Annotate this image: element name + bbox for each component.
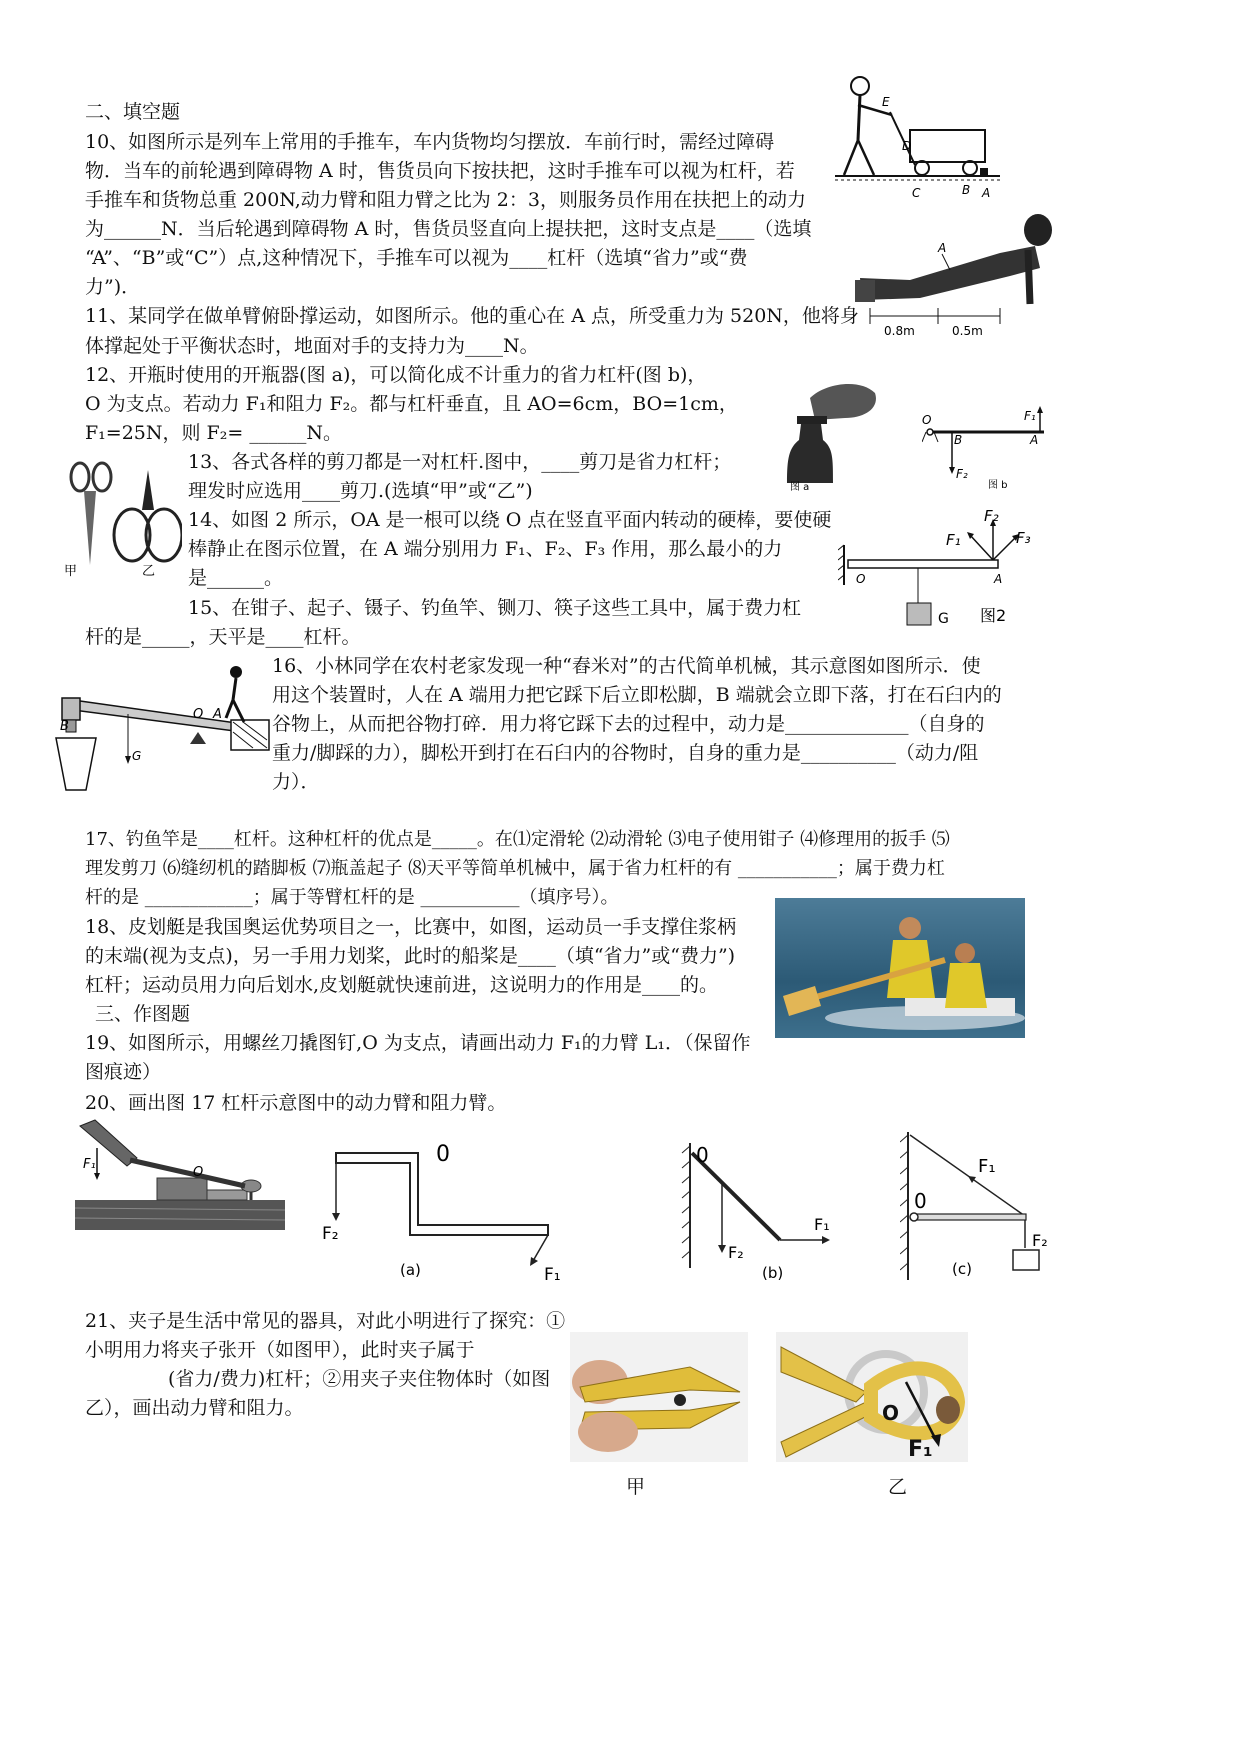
label-B: B: [962, 183, 971, 197]
q15-line: 杆的是_____，天平是____杠杆。: [85, 626, 361, 648]
q16-line: 用这个装置时，人在 A 端用力把它踩下后立即松脚，B 端就会立即下落，打在石臼内的: [272, 684, 1002, 706]
clip-photo-yi: [776, 1332, 968, 1462]
q13-line: 13、各式各样的剪刀都是一对杠杆.图中，____剪刀是省力杠杆；: [188, 451, 732, 473]
q12-line: 12、开瓶时使用的开瓶器(图 a)，可以简化成不计重力的省力杠杆(图 b)，: [85, 364, 707, 386]
label-B: B: [954, 433, 963, 447]
label-F1: F₁: [946, 531, 961, 549]
q17-line: 17、钓鱼竿是____杠杆。这种杠杆的优点是_____。在⑴定滑轮 ⑵动滑轮 ⑶电子使用钳子 ⑷修理用的扳手 ⑸: [85, 829, 950, 850]
lever-b2-figure: [672, 1138, 847, 1283]
q17-line: 理发剪刀 ⑹缝纫机的踏脚板 ⑺瓶盖起子 ⑻天平等简单机械中，属于省力杠杆的有 ___________；属于费力杠: [85, 858, 945, 879]
label-F2: F₂: [984, 507, 999, 525]
label-B: B: [60, 719, 69, 734]
label-F1: F₁: [978, 1156, 996, 1177]
label-F2: F₂: [728, 1243, 744, 1262]
q18-line: 杠杆；运动员用力向后划水,皮划艇就快速前进，这说明力的作用是____的。: [85, 974, 719, 996]
q16-line: 力）．: [272, 771, 320, 793]
q21-line: 小明用力将夹子张开（如图甲），此时夹子属于: [85, 1339, 475, 1361]
label-E: E: [882, 95, 890, 109]
label-jia: 甲: [64, 564, 78, 579]
q10-line: 力”)．: [85, 276, 141, 298]
pushup-figure: [850, 208, 1080, 343]
handcart-figure: [830, 70, 1010, 205]
dim-0-8m: 0.8m: [884, 324, 915, 338]
rice-pestle-figure: [48, 660, 273, 800]
q16-line: 16、小林同学在农村老家发现一种“舂米对”的古代简单机械，其示意图如图所示．使: [272, 655, 981, 677]
label-F3: F₃: [1016, 529, 1031, 547]
label-D: D: [902, 139, 912, 153]
label-F2: F₂: [956, 467, 968, 481]
section-heading-fill-blank: 二、填空题: [85, 101, 181, 123]
q12-line: F₁=25N，则 F₂= ______N。: [85, 422, 342, 444]
label-fig2: 图2: [980, 606, 1007, 625]
label-F1: F₁: [1024, 409, 1036, 423]
label-zero: 0: [436, 1142, 450, 1167]
label-O: O: [856, 572, 866, 586]
q21-line: (省力/费力)杠杆；②用夹子夹住物体时（如图: [168, 1368, 551, 1390]
label-fig-b: (b): [762, 1264, 784, 1282]
q21-line: 乙），画出动力臂和阻力。: [85, 1397, 304, 1419]
lever-a-figure: [318, 1135, 578, 1285]
q10-line: 10、如图所示是列车上常用的手推车，车内货物均匀摆放．车前行时，需经过障碍: [85, 131, 775, 153]
q11-line: 体撑起处于平衡状态时，地面对手的支持力为____N。: [85, 335, 539, 357]
label-G: G: [938, 611, 949, 627]
question-20: 20、画出图 17 杠杆示意图中的动力臂和阻力臂。: [85, 1092, 507, 1114]
caption-yi: 乙: [888, 1476, 908, 1498]
label-A: A: [938, 241, 947, 255]
label-A: A: [1030, 433, 1039, 447]
figure-2-lever: [838, 505, 1048, 630]
label-F1: F₁: [908, 1437, 933, 1462]
label-F2: F₂: [1032, 1231, 1048, 1250]
label-F1: F₁: [544, 1265, 561, 1285]
q10-line: 手推车和货物总重 200N,动力臂和阻力臂之比为 2：3，则服务员作用在扶把上的动力: [85, 189, 806, 211]
q17-line: 杆的是 ____________；属于等臂杠杆的是 ___________（填序号）。: [85, 887, 619, 908]
label-O: O: [922, 413, 932, 427]
q10-line: “A”、“B”或“C”）点,这种情况下，手推车可以视为____杠杆（选填“省力”或“费: [85, 247, 748, 269]
q21-line: 21、夹子是生活中常见的器具，对此小明进行了探究：①: [85, 1310, 566, 1332]
q16-line: 谷物上，从而把谷物打碎．用力将它踩下去的过程中，动力是_____________（自身的: [272, 713, 985, 735]
q16-line: 重力/脚踩的力），脚松开到打在石臼内的谷物时，自身的重力是__________（动力/阻: [272, 742, 979, 764]
label-F1: F₁: [83, 1157, 96, 1172]
label-fig-c: (c): [952, 1260, 972, 1278]
q19-line: 图痕迹）: [85, 1061, 162, 1083]
bottle-opener-figure: [775, 378, 885, 493]
lever-b-figure: [922, 402, 1052, 492]
lever-c-figure: [900, 1130, 1065, 1285]
label-zero: 0: [914, 1189, 927, 1213]
q14-line: 是______。: [188, 567, 284, 589]
label-A: A: [982, 186, 991, 200]
q13-line: 理发时应选用____剪刀.(选填“甲”或“乙”): [188, 480, 533, 502]
q11-line: 11、某同学在做单臂俯卧撑运动，如图所示。他的重心在 A 点，所受重力为 520N，他将身: [85, 305, 859, 327]
label-A: A: [994, 572, 1003, 586]
q14-line: 14、如图 2 所示，OA 是一根可以绕 O 点在竖直平面内转动的硬棒，要使硬: [188, 509, 832, 531]
dim-0-5m: 0.5m: [952, 324, 983, 338]
q10-line: 为______N．当后轮遇到障碍物 A 时，售货员竖直向上提扶把，这时支点是____（选填: [85, 218, 812, 240]
label-O: O: [193, 707, 204, 722]
label-O: O: [193, 1165, 204, 1180]
scissors-figure: [62, 455, 182, 580]
label-C: C: [912, 186, 921, 200]
q18-line: 的末端(视为支点)，另一手用力划桨，此时的船桨是____（填“省力”或“费力”): [85, 945, 736, 967]
q18-line: 18、皮划艇是我国奥运优势项目之一，比赛中，如图，运动员一手支撑住浆柄: [85, 916, 737, 938]
label-A: A: [213, 707, 222, 722]
label-fig-a: 图 a: [790, 482, 810, 493]
label-F1: F₁: [814, 1215, 830, 1234]
label-zero: 0: [696, 1143, 709, 1167]
q14-line: 棒静止在图示位置，在 A 端分别用力 F₁、F₂、F₃ 作用，那么最小的力: [188, 538, 783, 560]
screwdriver-figure: [75, 1118, 285, 1238]
clip-photo-jia: [570, 1332, 748, 1462]
label-fig-b: 图 b: [988, 480, 1008, 491]
label-yi: 乙: [142, 564, 156, 579]
caption-jia: 甲: [626, 1476, 646, 1498]
label-O: O: [882, 1401, 900, 1425]
q15-line: 15、在钳子、起子、镊子、钓鱼竿、铡刀、筷子这些工具中，属于费力杠: [188, 597, 802, 619]
label-F2: F₂: [322, 1224, 339, 1244]
label-G: G: [132, 749, 142, 763]
kayak-photo: [775, 898, 1025, 1038]
section-heading-drawing: 三、作图题: [95, 1003, 191, 1025]
q12-line: O 为支点。若动力 F₁和阻力 F₂。都与杠杆垂直，且 AO=6cm，BO=1cm，: [85, 393, 738, 415]
label-fig-a: (a): [400, 1261, 421, 1279]
q19-line: 19、如图所示，用螺丝刀撬图钉,O 为支点，请画出动力 F₁的力臂 L₁．（保留作: [85, 1032, 751, 1054]
q10-line: 物．当车的前轮遇到障碍物 A 时，售货员向下按扶把，这时手推车可以视为杠杆，若: [85, 160, 795, 182]
